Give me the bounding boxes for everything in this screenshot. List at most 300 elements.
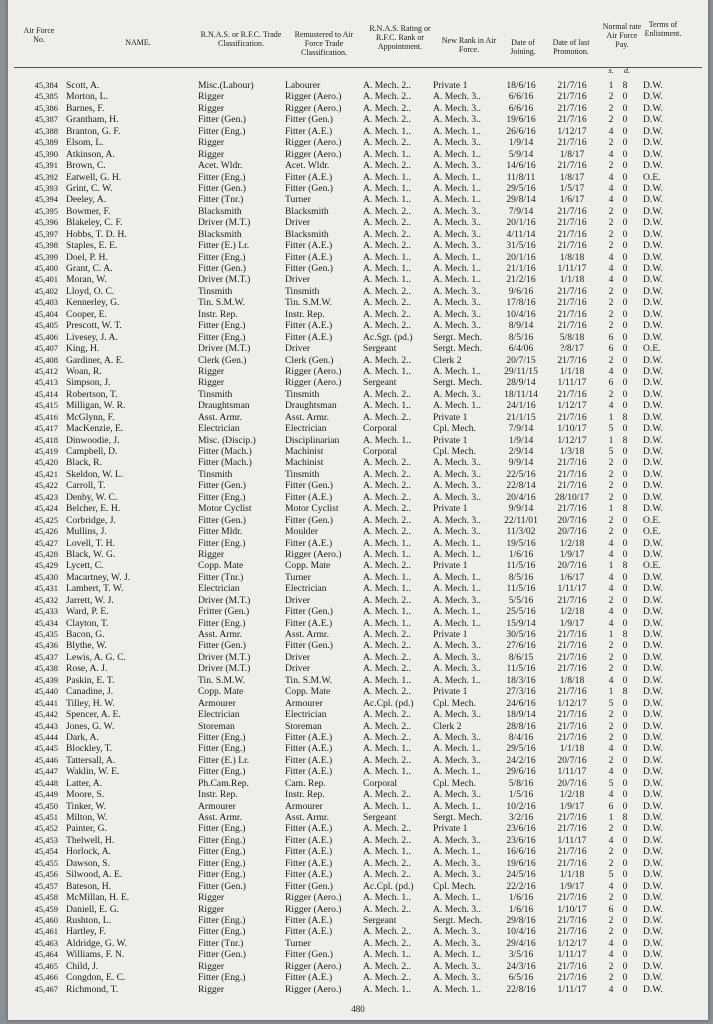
terms-of-enlistment-cell: D.W. [643, 411, 663, 423]
trade-classification-cell: Fitter (Eng.) [198, 869, 246, 881]
date-joining-cell: 25/5/16 [506, 606, 536, 618]
pay-pence-cell: 0 [622, 114, 628, 126]
rating-cell: Sergeant [363, 914, 397, 926]
remustered-trade-cell: Instr. Rep. [285, 789, 325, 801]
pay-pence-cell: 0 [622, 571, 628, 583]
pay-shillings-cell: 1 [608, 629, 614, 640]
table-row [8, 297, 708, 308]
table-row [8, 332, 708, 343]
date-promotion-cell: 1/11/17 [557, 263, 587, 274]
pay-shillings-cell: 1 [608, 503, 614, 515]
pay-pence-cell: 0 [622, 766, 628, 778]
new-rank-cell: Cpl. Mech. [433, 423, 476, 435]
remustered-trade-cell: Fitter (A.E.) [285, 617, 333, 629]
air-force-number-cell: 45,427 [34, 537, 58, 548]
rating-cell: A. Mech. 2.. [363, 663, 411, 675]
table-row [8, 435, 708, 446]
terms-of-enlistment-cell: D.W. [643, 914, 663, 926]
remustered-trade-cell: Fitter (A.E.) [285, 320, 333, 332]
pay-pence-cell: 0 [622, 823, 628, 835]
pay-pence-cell: 0 [622, 800, 628, 812]
rating-cell: A. Mech. 1.. [363, 182, 411, 194]
pay-pence-cell: 0 [622, 240, 628, 252]
pay-pence-cell: 0 [622, 102, 628, 114]
date-joining-cell: 21/1/16 [506, 263, 536, 274]
remustered-trade-cell: Fitter (A.E.) [285, 731, 333, 743]
rating-cell: A. Mech. 2.. [363, 937, 411, 949]
trade-classification-cell: Armourer [198, 800, 236, 812]
trade-classification-cell: Fitter (E.) Lr. [198, 754, 250, 766]
new-rank-cell: A. Mech. 3.. [433, 869, 481, 881]
remustered-trade-cell: Fitter (Gen.) [285, 263, 333, 274]
table-row [8, 309, 708, 320]
pay-shillings-cell: 4 [608, 834, 614, 846]
new-rank-cell: Private 1 [433, 823, 468, 835]
new-rank-cell: A. Mech. 1.. [433, 125, 481, 137]
name-cell: Milton, W. [66, 812, 108, 823]
rating-cell: A. Mech. 2.. [363, 240, 411, 252]
name-cell: Richmond, T. [66, 983, 119, 995]
date-joining-cell: 9/9/14 [508, 457, 534, 469]
air-force-number-cell: 45,390 [34, 148, 58, 159]
terms-of-enlistment-cell: O.E. [643, 560, 661, 572]
trade-classification-cell: Asst. Armr. [198, 812, 242, 823]
pay-shillings-cell: 2 [608, 594, 614, 606]
pay-shillings-cell: 1 [608, 686, 614, 698]
pay-pence-cell: 0 [622, 914, 628, 926]
new-rank-cell: A. Mech. 1.. [433, 674, 481, 686]
pay-shillings-cell: 4 [608, 537, 614, 549]
pay-pence-cell: 0 [622, 514, 628, 526]
name-cell: Tinker, W. [66, 800, 107, 812]
date-joining-cell: 9/6/16 [508, 285, 534, 297]
pay-shillings-cell: 1 [608, 812, 614, 823]
date-joining-cell: 21/1/15 [506, 411, 536, 423]
pay-pence-cell: 0 [622, 548, 628, 560]
pay-shillings-cell: 2 [608, 892, 614, 904]
date-joining-cell: 7/9/14 [508, 205, 534, 217]
trade-classification-cell: Misc.(Labour) [198, 80, 254, 91]
air-force-number-cell: 45,405 [34, 320, 58, 331]
table-row [8, 984, 708, 995]
new-rank-cell: A. Mech. 1.. [433, 583, 481, 595]
pay-pence-cell: 0 [622, 91, 628, 103]
remustered-trade-cell: Electrician [285, 583, 327, 595]
table-row [8, 526, 708, 537]
pay-shillings-cell: 4 [608, 251, 614, 263]
air-force-number-cell: 45,435 [34, 629, 58, 639]
terms-of-enlistment-cell: D.W. [643, 331, 663, 343]
table-row [8, 618, 708, 629]
trade-classification-cell: Rigger [198, 983, 225, 995]
terms-of-enlistment-cell: D.W. [643, 194, 663, 206]
remustered-trade-cell: Fitter (Gen.) [285, 182, 333, 194]
pay-pence-cell: 0 [622, 423, 628, 435]
date-joining-cell: 18/11/14 [504, 388, 538, 400]
pay-shillings-cell: 4 [608, 548, 614, 560]
remustered-trade-cell: Rigger (Aero.) [285, 91, 342, 103]
air-force-number-cell: 45,431 [34, 583, 58, 594]
air-force-number-cell: 45,426 [34, 526, 58, 537]
table-row [8, 709, 708, 720]
date-joining-cell: 23/6/16 [506, 834, 536, 846]
air-force-number-cell: 45,403 [34, 297, 58, 308]
date-joining-cell: 19/6/16 [506, 114, 536, 126]
air-force-number-cell: 45,423 [34, 491, 58, 502]
trade-classification-cell: Draughtsman [198, 400, 250, 412]
new-rank-cell: A. Mech. 3.. [433, 491, 481, 503]
date-promotion-cell: 1/2/18 [559, 606, 585, 618]
rating-cell: A. Mech. 2.. [363, 709, 411, 721]
document-page [8, 0, 708, 1020]
date-joining-cell: 24/1/16 [506, 400, 536, 412]
new-rank-cell: A. Mech. 3.. [433, 972, 481, 984]
pay-shillings-cell: 2 [608, 663, 614, 675]
rating-cell: A. Mech. 2.. [363, 651, 411, 663]
date-promotion-cell: 21/7/16 [557, 709, 587, 721]
rating-cell: A. Mech. 2.. [363, 491, 411, 503]
pay-shillings-cell: 4 [608, 606, 614, 618]
remustered-trade-cell: Turner [285, 194, 311, 206]
trade-classification-cell: Fitter (Mach.) [198, 446, 252, 457]
pay-pence-cell: 0 [622, 583, 628, 595]
date-promotion-cell: 21/7/16 [557, 217, 587, 229]
terms-of-enlistment-cell: D.W. [643, 743, 663, 755]
rating-cell: A. Mech. 1.. [363, 674, 411, 686]
name-cell: Tilley, H. W. [66, 697, 115, 709]
remustered-trade-cell: Rigger (Aero.) [285, 892, 342, 904]
pay-pence-cell: 0 [622, 182, 628, 194]
date-promotion-cell: 1/11/17 [557, 377, 587, 389]
remustered-trade-cell: Turner [285, 571, 311, 583]
terms-of-enlistment-cell: D.W. [643, 537, 663, 549]
terms-of-enlistment-cell: D.W. [643, 91, 663, 103]
date-promotion-cell: 1/6/17 [559, 571, 585, 583]
date-promotion-cell: 21/7/16 [557, 594, 587, 606]
date-promotion-cell: 21/7/16 [557, 914, 587, 926]
terms-of-enlistment-cell: D.W. [643, 846, 663, 858]
date-joining-cell: 6/4/06 [508, 343, 534, 355]
pay-pence-cell: 0 [622, 743, 628, 755]
name-cell: Hartley, F. [66, 926, 106, 938]
remustered-trade-cell: Rigger (Aero.) [285, 548, 342, 560]
air-force-number-cell: 45,414 [34, 388, 58, 399]
name-cell: Campbell, D. [66, 446, 118, 457]
name-cell: Gardiner, A. E. [66, 354, 124, 366]
date-promotion-cell: 21/7/16 [557, 468, 587, 480]
new-rank-cell: A. Mech. 1.. [433, 194, 481, 206]
terms-of-enlistment-cell: O.E. [643, 343, 661, 355]
terms-of-enlistment-cell: D.W. [643, 617, 663, 629]
pay-pence-cell: 0 [622, 834, 628, 846]
terms-of-enlistment-cell: D.W. [643, 548, 663, 560]
rating-cell: A. Mech. 1.. [363, 148, 411, 160]
date-joining-cell: 4/11/14 [506, 228, 536, 240]
pay-shillings-cell: 4 [608, 949, 614, 961]
name-cell: Blythe, W. [66, 640, 107, 652]
name-cell: Barnes, F. [66, 102, 105, 114]
rating-cell: A. Mech. 1.. [363, 125, 411, 137]
header-rnas-rating: R.N.A.S. Rating or R.F.C. Rank or Appointment. [369, 24, 431, 51]
rating-cell: A. Mech. 2.. [363, 503, 411, 515]
air-force-number-cell: 45,422 [34, 480, 58, 491]
rating-cell: A. Mech. 1.. [363, 606, 411, 618]
rating-cell: A. Mech. 2.. [363, 457, 411, 469]
terms-of-enlistment-cell: D.W. [643, 594, 663, 606]
date-joining-cell: 10/2/16 [506, 800, 536, 812]
remustered-trade-cell: Acet. Wldr. [285, 160, 330, 172]
terms-of-enlistment-cell: D.W. [643, 903, 663, 915]
trade-classification-cell: Driver (M.T.) [198, 651, 251, 663]
pay-pence-cell: 0 [622, 457, 628, 469]
remustered-trade-cell: Rigger (Aero.) [285, 983, 342, 995]
terms-of-enlistment-cell: D.W. [643, 457, 663, 469]
date-promotion-cell: 21/7/16 [557, 205, 587, 217]
rating-cell: A. Mech. 1.. [363, 537, 411, 549]
date-joining-cell: 6/5/16 [508, 972, 534, 984]
rating-cell: A. Mech. 1.. [363, 800, 411, 812]
trade-classification-cell: Fitter (Eng.) [198, 125, 246, 137]
header-rnas-trade: R.N.A.S. or R.F.C. Trade Classification. [200, 30, 282, 48]
date-joining-cell: 22/11/01 [504, 514, 538, 526]
air-force-number-cell: 45,436 [34, 640, 58, 651]
air-force-number-cell: 45,441 [34, 697, 58, 708]
date-joining-cell: 11/8/11 [506, 171, 536, 183]
name-cell: Brown, C. [66, 160, 106, 172]
air-force-number-cell: 45,466 [34, 972, 58, 983]
rating-cell: A. Mech. 2.. [363, 526, 411, 538]
terms-of-enlistment-cell: D.W. [643, 377, 663, 389]
air-force-number-cell: 45,460 [34, 914, 58, 925]
header-new-rank: New Rank in Air Force. [441, 36, 497, 54]
table-row [8, 869, 708, 880]
pay-shillings-cell: 2 [608, 285, 614, 297]
terms-of-enlistment-cell: O.E. [643, 514, 661, 526]
terms-of-enlistment-cell: D.W. [643, 182, 663, 194]
remustered-trade-cell: Copp. Mate [285, 560, 331, 572]
page-number: 480 [351, 1004, 365, 1014]
rating-cell: A. Mech. 2.. [363, 137, 411, 149]
new-rank-cell: A. Mech. 1.. [433, 743, 481, 755]
terms-of-enlistment-cell: D.W. [643, 148, 663, 160]
pay-shillings-cell: 2 [608, 297, 614, 309]
table-row [8, 755, 708, 766]
rating-cell: A. Mech. 2.. [363, 308, 411, 320]
header-date-joining: Date of Joining. [510, 38, 536, 56]
trade-classification-cell: Driver (M.T.) [198, 217, 251, 229]
pay-shillings-cell: 6 [608, 331, 614, 343]
table-row [8, 732, 708, 743]
date-promotion-cell: 21/7/16 [557, 411, 587, 423]
date-joining-cell: 3/5/16 [508, 949, 534, 961]
remustered-trade-cell: Fitter (A.E.) [285, 846, 333, 858]
table-row [8, 91, 708, 102]
date-joining-cell: 16/6/16 [506, 846, 536, 858]
new-rank-cell: Private 1 [433, 560, 468, 572]
pay-pence-cell: 0 [622, 526, 628, 538]
date-promotion-cell: 21/7/16 [557, 240, 587, 252]
trade-classification-cell: Fitter (Eng.) [198, 491, 246, 503]
air-force-number-cell: 45,400 [34, 263, 58, 273]
name-cell: Spencer, A. E. [66, 709, 121, 721]
trade-classification-cell: Driver (M.T.) [198, 663, 251, 675]
rating-cell: A. Mech. 1.. [363, 365, 411, 377]
air-force-number-cell: 45,391 [34, 160, 58, 171]
date-promotion-cell: 21/7/16 [557, 137, 587, 149]
terms-of-enlistment-cell: D.W. [643, 263, 663, 274]
pay-pence-cell: 0 [622, 274, 628, 286]
new-rank-cell: A. Mech. 3.. [433, 205, 481, 217]
rating-cell: A. Mech. 2.. [363, 754, 411, 766]
pay-pence-cell: 0 [622, 343, 628, 355]
table-row [8, 515, 708, 526]
new-rank-cell: A. Mech. 1.. [433, 537, 481, 549]
date-joining-cell: 29/5/16 [506, 182, 536, 194]
air-force-number-cell: 45,428 [34, 548, 58, 559]
trade-classification-cell: Instr. Rep. [198, 789, 238, 801]
pay-pence-cell: 0 [622, 446, 628, 457]
table-row [8, 675, 708, 686]
trade-classification-cell: Fitter (Tnr.) [198, 194, 244, 206]
remustered-trade-cell: Fitter (A.E.) [285, 240, 333, 252]
pay-pence-cell: 0 [622, 594, 628, 606]
name-cell: Waklin, W. E. [66, 766, 120, 778]
terms-of-enlistment-cell: D.W. [643, 217, 663, 229]
air-force-number-cell: 45,463 [34, 937, 58, 948]
trade-classification-cell: Driver (M.T.) [198, 594, 251, 606]
trade-classification-cell: Fitter (Eng.) [198, 846, 246, 858]
pay-shillings-cell: 2 [608, 823, 614, 835]
rating-cell: A. Mech. 2.. [363, 720, 411, 732]
air-force-number-cell: 45,432 [34, 594, 58, 605]
air-force-number-cell: 45,398 [34, 240, 58, 251]
pay-shillings-cell: 4 [608, 194, 614, 206]
table-row [8, 721, 708, 732]
date-joining-cell: 28/9/14 [506, 377, 536, 389]
terms-of-enlistment-cell: D.W. [643, 503, 663, 515]
rating-cell: A. Mech. 2.. [363, 514, 411, 526]
new-rank-cell: A. Mech. 3.. [433, 857, 481, 869]
trade-classification-cell: Fitter (Eng.) [198, 766, 246, 778]
rating-cell: A. Mech. 1.. [363, 400, 411, 412]
terms-of-enlistment-cell: D.W. [643, 274, 663, 286]
name-cell: Daniell, E. G. [66, 903, 120, 915]
pay-shillings-cell: 4 [608, 766, 614, 778]
name-cell: Lycett, C. [66, 560, 104, 572]
pay-shillings-cell: 2 [608, 514, 614, 526]
new-rank-cell: A. Mech. 3.. [433, 663, 481, 675]
new-rank-cell: Private 1 [433, 411, 468, 423]
new-rank-cell: A. Mech. 3.. [433, 789, 481, 801]
date-promotion-cell: 1/9/17 [559, 548, 585, 560]
name-cell: Grantham, H. [66, 114, 119, 126]
date-promotion-cell: 21/7/16 [557, 720, 587, 732]
table-row [8, 366, 708, 377]
date-promotion-cell: 1/10/17 [557, 903, 587, 915]
name-cell: Painter, G. [66, 823, 107, 835]
remustered-trade-cell: Fitter (Gen.) [285, 640, 333, 652]
table-row [8, 80, 708, 91]
date-promotion-cell: 1/9/17 [559, 880, 585, 892]
rating-cell: A. Mech. 1.. [363, 571, 411, 583]
name-cell: Clayton, T. [66, 617, 109, 629]
air-force-number-cell: 45,430 [34, 571, 58, 582]
pay-shillings-cell: 2 [608, 468, 614, 480]
terms-of-enlistment-cell: D.W. [643, 697, 663, 709]
remustered-trade-cell: Fitter (A.E.) [285, 491, 333, 503]
air-force-number-cell: 45,404 [34, 308, 58, 319]
terms-of-enlistment-cell: D.W. [643, 651, 663, 663]
terms-of-enlistment-cell: D.W. [643, 434, 663, 446]
trade-classification-cell: Fitter (Mach.) [198, 457, 252, 469]
header-af-no: Air Force No. [23, 26, 55, 44]
remustered-trade-cell: Fitter (A.E.) [285, 743, 333, 755]
air-force-number-cell: 45,421 [34, 468, 58, 479]
terms-of-enlistment-cell: D.W. [643, 777, 663, 789]
date-joining-cell: 18/9/14 [506, 709, 536, 721]
trade-classification-cell: Fitter (Eng.) [198, 331, 246, 343]
pay-pence-cell: 0 [622, 972, 628, 984]
terms-of-enlistment-cell: D.W. [643, 480, 663, 492]
trade-classification-cell: Fitter (Eng.) [198, 251, 246, 263]
remustered-trade-cell: Instr. Rep. [285, 308, 325, 320]
trade-classification-cell: Motor Cyclist [198, 503, 252, 515]
table-row [8, 972, 708, 983]
name-cell: Dinwoodie, J. [66, 434, 120, 446]
terms-of-enlistment-cell: D.W. [643, 102, 663, 114]
trade-classification-cell: Tin. S.M.W. [198, 674, 246, 686]
table-row [8, 217, 708, 228]
terms-of-enlistment-cell: D.W. [643, 468, 663, 480]
rating-cell: Corporal [363, 423, 398, 435]
rating-cell: A. Mech. 2.. [363, 903, 411, 915]
air-force-number-cell: 45,454 [34, 846, 58, 857]
pay-pence-cell: 0 [622, 892, 628, 904]
table-row [8, 103, 708, 114]
pay-shillings-cell: 5 [608, 697, 614, 709]
new-rank-cell: A. Mech. 3.. [433, 937, 481, 949]
name-cell: Skeldon, W. L. [66, 468, 124, 480]
pay-shillings-cell: 2 [608, 240, 614, 252]
date-joining-cell: 11/3/02 [506, 526, 536, 538]
date-promotion-cell: 1/8/18 [559, 251, 585, 263]
new-rank-cell: A. Mech. 1.. [433, 983, 481, 995]
date-promotion-cell: 21/7/16 [557, 285, 587, 297]
pay-pence-cell: 0 [622, 731, 628, 743]
air-force-number-cell: 45,417 [34, 423, 58, 434]
trade-classification-cell: Fitter (Eng.) [198, 914, 246, 926]
table-body [8, 80, 708, 995]
date-promotion-cell: 21/7/16 [557, 892, 587, 904]
pay-shillings-cell: 2 [608, 320, 614, 332]
date-joining-cell: 3/2/16 [508, 812, 534, 823]
rating-cell: A. Mech. 1.. [363, 846, 411, 858]
pay-shillings-cell: 2 [608, 526, 614, 538]
pay-pence-cell: 0 [622, 137, 628, 149]
pay-shillings-cell: 4 [608, 182, 614, 194]
new-rank-cell: A. Mech. 1.. [433, 400, 481, 412]
air-force-number-cell: 45,394 [34, 194, 58, 205]
table-row [8, 583, 708, 594]
remustered-trade-cell: Fitter (A.E.) [285, 251, 333, 263]
pay-shillings-cell: 6 [608, 343, 614, 355]
date-joining-cell: 29/5/16 [506, 743, 536, 755]
pay-pence-cell: 0 [622, 674, 628, 686]
table-row [8, 686, 708, 697]
name-cell: Lambert, T. W. [66, 583, 124, 595]
rating-cell: Sergeant [363, 377, 397, 389]
terms-of-enlistment-cell: D.W. [643, 125, 663, 137]
